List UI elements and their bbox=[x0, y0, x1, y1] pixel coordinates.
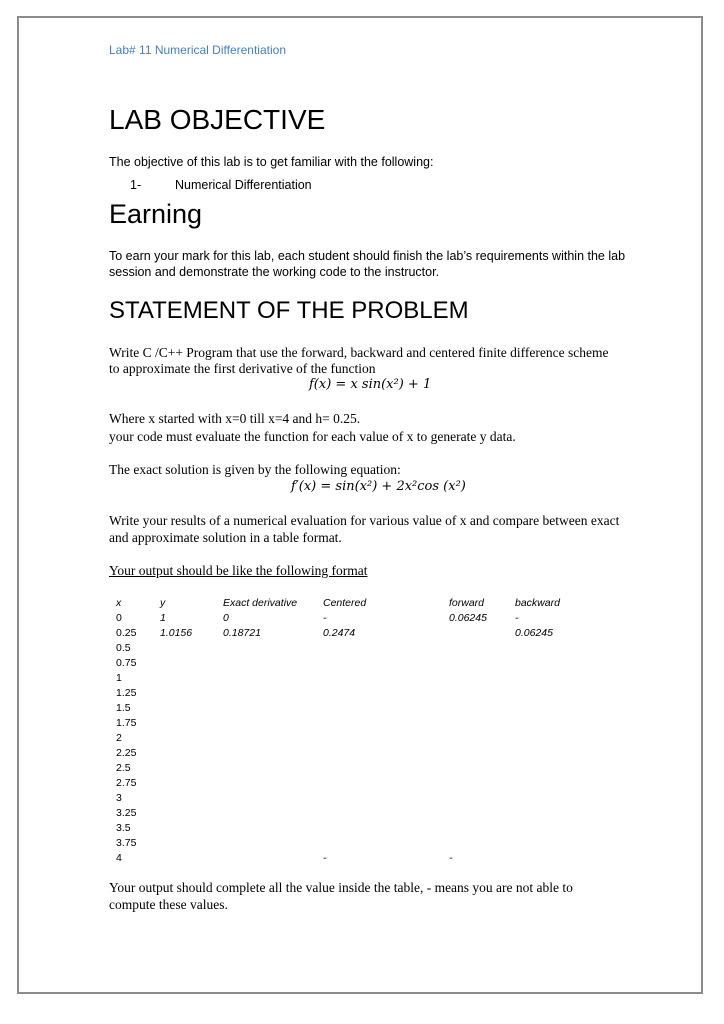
problem-paragraph1-line2: to approximate the first derivative of the function bbox=[109, 361, 376, 376]
derivative-equation: f′(x) = sin(x²) + 2x²cos (x²) bbox=[291, 479, 466, 494]
problem-paragraph1-line1: Write C /C++ Program that use the forward, backward and centered finite difference scheme bbox=[109, 345, 609, 360]
table-header-centered: Centered bbox=[323, 597, 367, 609]
table-cell-centered: 0.2474 bbox=[323, 627, 356, 639]
table-cell-x: 1 bbox=[116, 672, 122, 684]
table-cell-x: 0.5 bbox=[116, 642, 131, 654]
problem-paragraph2-line1: Where x started with x=0 till x=4 and h= 0.25. bbox=[109, 411, 361, 426]
closing-line1: Your output should complete all the value inside the table, - means you are not able to bbox=[109, 880, 573, 895]
closing-line2: compute these values. bbox=[109, 897, 228, 912]
table-cell-exact: 0.18721 bbox=[223, 627, 261, 639]
table-cell-y: 1.0156 bbox=[160, 627, 193, 639]
table-header-y: y bbox=[160, 597, 166, 609]
table-cell-forward: 0.06245 bbox=[449, 612, 487, 624]
problem-paragraph4-line1: Write your results of a numerical evaluation for various value of x and compare between exact bbox=[109, 513, 620, 528]
table-cell-x: 0.75 bbox=[116, 657, 137, 669]
table-cell-centered: - bbox=[323, 612, 327, 624]
table-cell-centered: - bbox=[323, 852, 327, 864]
problem-paragraph4-line2: and approximate solution in a table format. bbox=[109, 530, 342, 545]
problem-paragraph3: The exact solution is given by the following equation: bbox=[109, 462, 401, 477]
table-cell-x: 2.5 bbox=[116, 762, 131, 774]
page-header: Lab# 11 Numerical Differentiation bbox=[109, 43, 286, 57]
objective-item-text: Numerical Differentiation bbox=[175, 178, 312, 192]
table-cell-x: 2 bbox=[116, 732, 122, 744]
table-cell-x: 3.25 bbox=[116, 807, 137, 819]
table-header-forward: forward bbox=[449, 597, 485, 609]
objective-intro: The objective of this lab is to get familiar with the following: bbox=[109, 155, 434, 169]
table-cell-x: 1.25 bbox=[116, 687, 137, 699]
problem-heading: STATEMENT OF THE PROBLEM bbox=[109, 297, 469, 324]
problem-paragraph2-line2: your code must evaluate the function for each value of x to generate y data. bbox=[109, 429, 516, 444]
table-cell-x: 3 bbox=[116, 792, 122, 804]
function-equation: f(x) = x sin(x²) + 1 bbox=[309, 377, 432, 392]
table-cell-x: 4 bbox=[116, 852, 122, 864]
table-cell-y: 1 bbox=[160, 612, 166, 624]
table-cell-x: 0 bbox=[116, 612, 122, 624]
table-cell-x: 0.25 bbox=[116, 627, 137, 639]
earning-text-line2: session and demonstrate the working code to the instructor. bbox=[109, 265, 440, 279]
table-cell-x: 2.25 bbox=[116, 747, 137, 759]
earning-text-line1: To earn your mark for this lab, each student should finish the lab’s requirements within the lab bbox=[109, 249, 626, 263]
table-cell-x: 2.75 bbox=[116, 777, 137, 789]
objective-heading: LAB OBJECTIVE bbox=[109, 104, 326, 135]
table-header-backward: backward bbox=[515, 597, 560, 609]
table-cell-x: 3.75 bbox=[116, 837, 137, 849]
table-header-exact: Exact derivative bbox=[223, 597, 298, 609]
table-cell-x: 3.5 bbox=[116, 822, 131, 834]
objective-item-number: 1- bbox=[130, 178, 142, 192]
table-cell-backward: - bbox=[515, 612, 519, 624]
table-cell-x: 1.75 bbox=[116, 717, 137, 729]
table-cell-x: 1.5 bbox=[116, 702, 131, 714]
earning-heading: Earning bbox=[109, 199, 203, 229]
format-title: Your output should be like the following format bbox=[109, 563, 368, 578]
table-cell-backward: 0.06245 bbox=[515, 627, 553, 639]
table-header-x: x bbox=[116, 597, 122, 609]
table-cell-exact: 0 bbox=[223, 612, 229, 624]
table-cell-forward: - bbox=[449, 852, 453, 864]
